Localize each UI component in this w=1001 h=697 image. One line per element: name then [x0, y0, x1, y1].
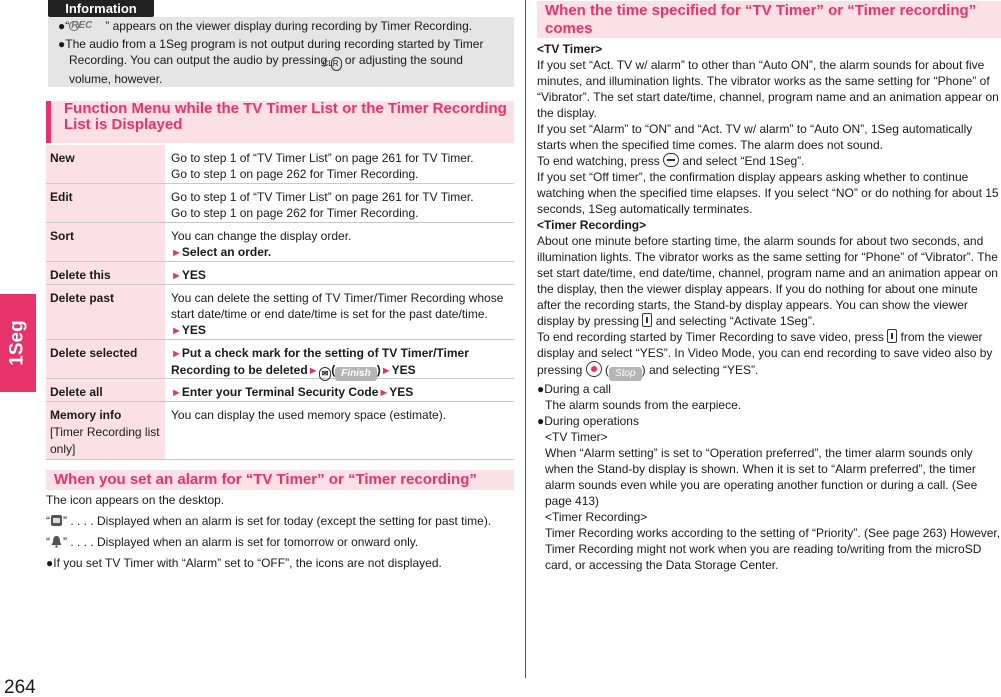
table-row — [46, 379, 514, 402]
table-row — [46, 285, 514, 340]
arrow-icon: ► — [380, 365, 392, 377]
tv-timer-heading: <TV Timer> — [537, 42, 603, 56]
tv-timer-para-1: If you set “Act. TV w/ alarm” to other than “Auto ON”, the alarm sounds for about five minutes, and illumination lights. The vibrator works as the same setting for “Phone” of “Vibrator”. The set start date/time, channel, program name and an animation appear on the display. — [537, 58, 999, 120]
end-key-icon — [663, 153, 679, 167]
timer-recording-heading: <Timer Recording> — [537, 218, 647, 232]
alarm-section-title: When you set an alarm for “TV Timer” or “Timer recording” — [46, 470, 514, 490]
row-desc: ►Enter your Terminal Security Code►YES — [171, 385, 414, 399]
arrow-icon: ► — [171, 325, 182, 337]
row-key: Sort — [46, 223, 165, 261]
during-ops-rec-heading: <Timer Recording> — [545, 510, 648, 524]
rec-icon: REC — [71, 20, 93, 31]
chapter-tab-label: 1Seg — [7, 320, 29, 366]
arrow-icon: ► — [171, 270, 182, 282]
stop-softkey: Stop — [609, 367, 642, 381]
function-menu-title: Function Menu while the TV Timer List or the Timer Recording List is Displayed — [64, 100, 507, 133]
table-row — [46, 223, 514, 262]
row-desc: You can display the used memory space (estimate). — [171, 408, 447, 422]
during-ops-tv-text: When “Alarm setting” is set to “Operation preferred”, the timer alarm sounds only when the Stand-by display is shown. When it is set to “Alarm preferred”, the timer alarm sounds even while you are operating another function or during a call. (See page 413) — [545, 446, 978, 508]
clr-key-icon: CLR — [331, 57, 342, 71]
finish-softkey: Finish — [335, 367, 376, 381]
column-divider — [525, 0, 526, 678]
tv-timer-para-3: To end watching, press and select “End 1Seg”. — [537, 154, 805, 168]
row-key: Delete all — [46, 379, 165, 401]
center-key-icon — [586, 361, 602, 377]
row-desc: Go to step 1 of “TV Timer List” on page 261 for TV Timer. Go to step 1 on page 262 for Timer Recording. — [171, 190, 474, 220]
row-key: Delete selected — [46, 340, 165, 378]
row-desc: Go to step 1 of “TV Timer List” on page 261 for TV Timer. Go to step 1 on page 262 for Timer Recording. — [171, 151, 474, 181]
time-section-title: When the time specified for “TV Timer” or “Timer recording” comes — [537, 1, 1001, 38]
function-menu-table — [46, 145, 514, 460]
alarm-note: ●If you set TV Timer with “Alarm” set to “OFF”, the icons are not displayed. — [46, 556, 442, 570]
timer-recording-para-1: About one minute before starting time, the alarm sounds for about two seconds, and illumination lights. The vibrator works as the same setting for “Phone” of “Vibrator”. The set start date/time, end date/time, channel, program name and an animation appear on the display, then the viewer display appears. If you do nothing for about one minute after the recording starts, the Stand-by display appears. You can show the viewer display by pressing and selecting “Activate 1Seg”. — [537, 234, 998, 328]
row-desc: ►Put a check mark for the setting of TV Timer/Timer Recording to be deleted► ✉ ( Finish )►YES — [171, 346, 469, 379]
table-row — [46, 145, 514, 184]
during-ops-heading: ●During operations — [537, 414, 639, 428]
arrow-icon: ► — [171, 387, 182, 399]
arrow-icon: ► — [378, 387, 390, 399]
row-desc: You can change the display order. ►Select an order. — [171, 229, 352, 259]
side-key-icon — [642, 313, 652, 327]
row-key: New — [46, 145, 165, 183]
tv-timer-para-4: If you set “Off timer”, the confirmation display appears asking whether to continue watching when the specified time elapses. If you select “NO” or do nothing for about 15 seconds, 1Seg automatically terminates. — [537, 170, 999, 216]
arrow-icon: ► — [171, 348, 182, 360]
row-desc: You can delete the setting of TV Timer/Timer Recording whose start date/time or end date/time is set for the past date/time. ►YES — [171, 291, 504, 337]
time-section-body — [537, 41, 1001, 573]
alarm-item-tomorrow: “ ” . . . . Displayed when an alarm is set for tomorrow or onward only. — [46, 535, 419, 549]
tv-timer-para-2: If you set “Alarm” to “ON” and “Act. TV w/ alarm” to “Auto ON”, 1Seg automatically starts when the specified time comes. The alarm does not sound. — [537, 122, 973, 152]
camera-key-icon — [887, 329, 897, 343]
info-note-rec: ●“ REC ” appears on the viewer display during recording by Timer Recording. — [58, 19, 473, 33]
row-key: Memory info [Timer Recording list only] — [46, 402, 165, 459]
information-label: Information — [48, 0, 154, 17]
table-row — [46, 262, 514, 285]
table-row — [46, 402, 514, 460]
information-box — [48, 17, 514, 87]
during-call-heading: ●During a call — [537, 382, 611, 396]
table-row — [46, 184, 514, 223]
alarm-today-icon — [50, 514, 63, 527]
alarm-intro: The icon appears on the desktop. — [46, 493, 225, 507]
page-number: 264 — [4, 677, 36, 697]
alarm-section-body — [46, 492, 516, 576]
row-key: Delete this — [46, 262, 165, 284]
alarm-bell-icon — [50, 535, 63, 548]
arrow-icon: ► — [307, 365, 319, 377]
during-ops-rec-text: Timer Recording works according to the setting of “Priority”. (See page 263) However, Timer Recording might not work when you are reading to/writing from the microSD card, or accessing the Data Storage Center. — [545, 526, 1001, 572]
arrow-icon: ► — [171, 247, 182, 259]
table-row — [46, 340, 514, 379]
function-menu-heading — [46, 101, 514, 143]
timer-recording-para-2: To end recording started by Timer Recording to save video, press from the viewer display and select “YES”. In Video Mode, you can end recording to save video also by pressing ( Stop ) and selecting “YES”. — [537, 330, 993, 379]
info-note-audio: ●The audio from a 1Seg program is not output during recording started by Timer Recording. You can output the audio by pressing CLR or adjusting the sound volume, however. — [58, 37, 484, 86]
alarm-item-today: “ ” . . . . Displayed when an alarm is set for today (except the setting for past time). — [46, 514, 492, 528]
row-key: Edit — [46, 184, 165, 222]
during-ops-tv-heading: <TV Timer> — [545, 430, 608, 444]
during-call-text: The alarm sounds from the earpiece. — [545, 398, 742, 412]
row-key: Delete past — [46, 285, 165, 339]
row-desc: ►YES — [171, 268, 206, 282]
chapter-tab — [0, 294, 36, 392]
mail-key-icon: ✉ — [319, 367, 332, 381]
